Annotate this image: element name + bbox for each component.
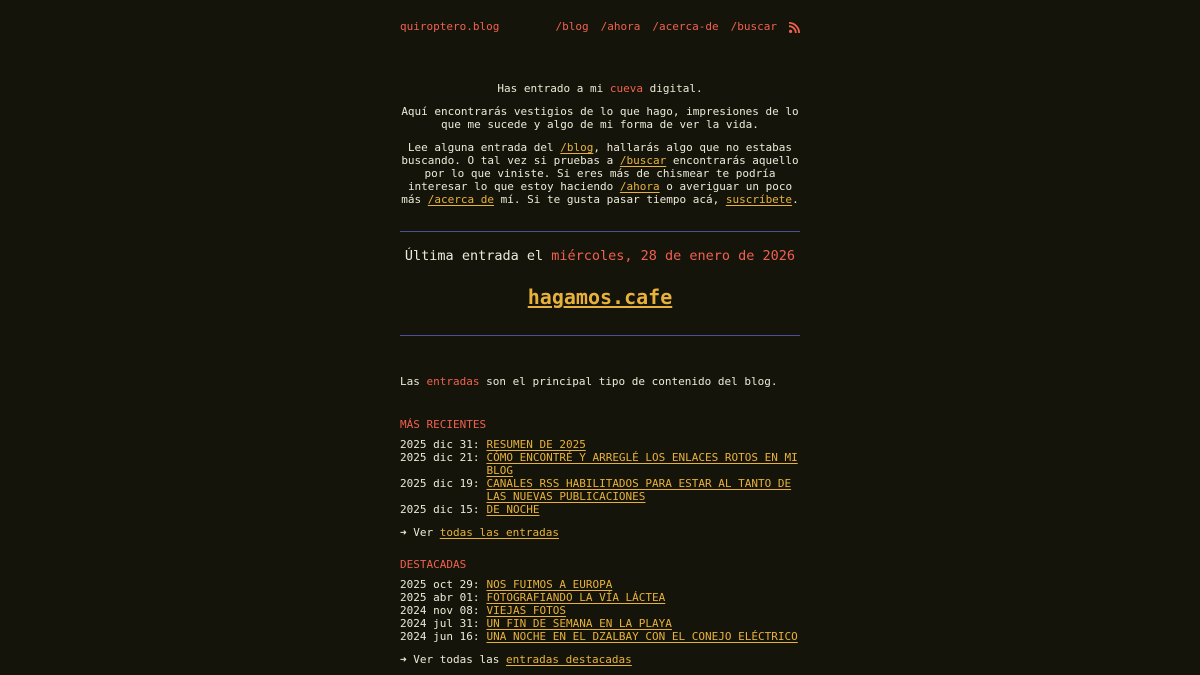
- latest-entry-line: Última entrada el miércoles, 28 de enero de 2026: [404, 248, 796, 264]
- page: [400, 0, 800, 666]
- entry-link[interactable]: CANALES RSS HABILITADOS PARA ESTAR AL TANTO DE LAS NUEVAS PUBLICACIONES: [486, 477, 792, 503]
- rss-icon[interactable]: [789, 22, 800, 33]
- site-header: [400, 0, 800, 52]
- latest-entry-title-link[interactable]: hagamos.cafe: [527, 285, 673, 309]
- entry-date: 2024 jun 16:: [400, 630, 480, 643]
- featured-entries-link[interactable]: entradas destacadas: [505, 653, 632, 666]
- recent-list: [400, 438, 800, 516]
- list-item: [400, 630, 800, 643]
- intro-welcome: Has entrado a mi cueva digital.: [497, 82, 703, 95]
- list-item: [400, 604, 800, 617]
- entry-date: 2024 jul 31:: [400, 617, 480, 630]
- latest-entry: [400, 232, 800, 309]
- entry-date: 2025 dic 19:: [400, 477, 480, 490]
- nav-acerca-de[interactable]: /acerca-de: [652, 20, 719, 33]
- recent-more: ➜ Ver todas las entradas: [400, 526, 559, 539]
- recent-heading: MÁS RECIENTES: [400, 418, 487, 431]
- all-entries-link[interactable]: todas las entradas: [439, 526, 559, 539]
- list-item: [400, 451, 800, 477]
- entry-link[interactable]: CÓMO ENCONTRÉ Y ARREGLÉ LOS ENLACES ROTOS EN MI BLOG: [486, 451, 798, 477]
- main-nav: [556, 20, 800, 33]
- entry-link[interactable]: RESUMEN DE 2025: [486, 438, 586, 451]
- entry-link[interactable]: DE NOCHE: [486, 503, 540, 516]
- entry-link[interactable]: UNA NOCHE EN EL DZALBAY CON EL CONEJO ELÉCTRICO: [486, 630, 798, 643]
- cueva-highlight: cueva: [609, 82, 644, 95]
- nav-blog[interactable]: /blog: [555, 20, 589, 33]
- latest-entry-date: miércoles, 28 de enero de 2026: [551, 248, 796, 264]
- intro-blog-link[interactable]: /blog: [560, 141, 594, 154]
- list-item: [400, 617, 800, 630]
- nav-ahora[interactable]: /ahora: [600, 20, 641, 33]
- featured-heading: DESTACADAS: [400, 558, 467, 571]
- entry-date: 2025 dic 31:: [400, 438, 480, 451]
- site-brand-link[interactable]: quiroptero.blog: [400, 20, 500, 33]
- entry-date: 2025 dic 15:: [400, 503, 480, 516]
- list-item: [400, 578, 800, 591]
- list-item: [400, 477, 800, 503]
- intro-description: Aquí encontrarás vestigios de lo que hago, impresiones de lo que me sucede y algo de mi forma de ver la vida.: [401, 105, 799, 131]
- entry-date: 2025 dic 21:: [400, 451, 480, 464]
- entry-date: 2024 nov 08:: [400, 604, 480, 617]
- nav-buscar[interactable]: /buscar: [730, 20, 777, 33]
- intro-ahora-link[interactable]: /ahora: [619, 180, 660, 193]
- entry-link[interactable]: VIEJAS FOTOS: [486, 604, 566, 617]
- entry-date: 2025 oct 29:: [400, 578, 480, 591]
- divider-bottom: [400, 335, 800, 336]
- entries-intro: Las entradas son el principal tipo de contenido del blog.: [400, 375, 778, 388]
- entry-link[interactable]: NOS FUIMOS A EUROPA: [486, 578, 613, 591]
- entry-date: 2025 abr 01:: [400, 591, 480, 604]
- list-item: [400, 591, 800, 604]
- intro-buscar-link[interactable]: /buscar: [619, 154, 667, 167]
- intro-acerca-link[interactable]: /acerca de: [427, 193, 495, 206]
- featured-more: ➜ Ver todas las entradas destacadas: [400, 653, 632, 666]
- entry-link[interactable]: FOTOGRAFIANDO LA VÍA LÁCTEA: [486, 591, 666, 604]
- intro-links-paragraph: Lee alguna entrada del /blog, hallarás algo que no estabas buscando. O tal vez si pruebas a /buscar encontrarás aquello por lo que viniste. Si eres más de chismear te podría interesar lo que estoy haciendo /ahora o averiguar un poco más /acerca de mí. Si te gusta pasar tiempo acá, suscríbete.: [401, 141, 799, 206]
- list-item: [400, 438, 800, 451]
- intro-suscribete-link[interactable]: suscríbete: [725, 193, 793, 206]
- entry-link[interactable]: UN FIN DE SEMANA EN LA PLAYA: [486, 617, 672, 630]
- featured-list: [400, 578, 800, 643]
- list-item: [400, 503, 800, 516]
- entradas-highlight: entradas: [426, 375, 480, 388]
- intro-section: [400, 82, 800, 206]
